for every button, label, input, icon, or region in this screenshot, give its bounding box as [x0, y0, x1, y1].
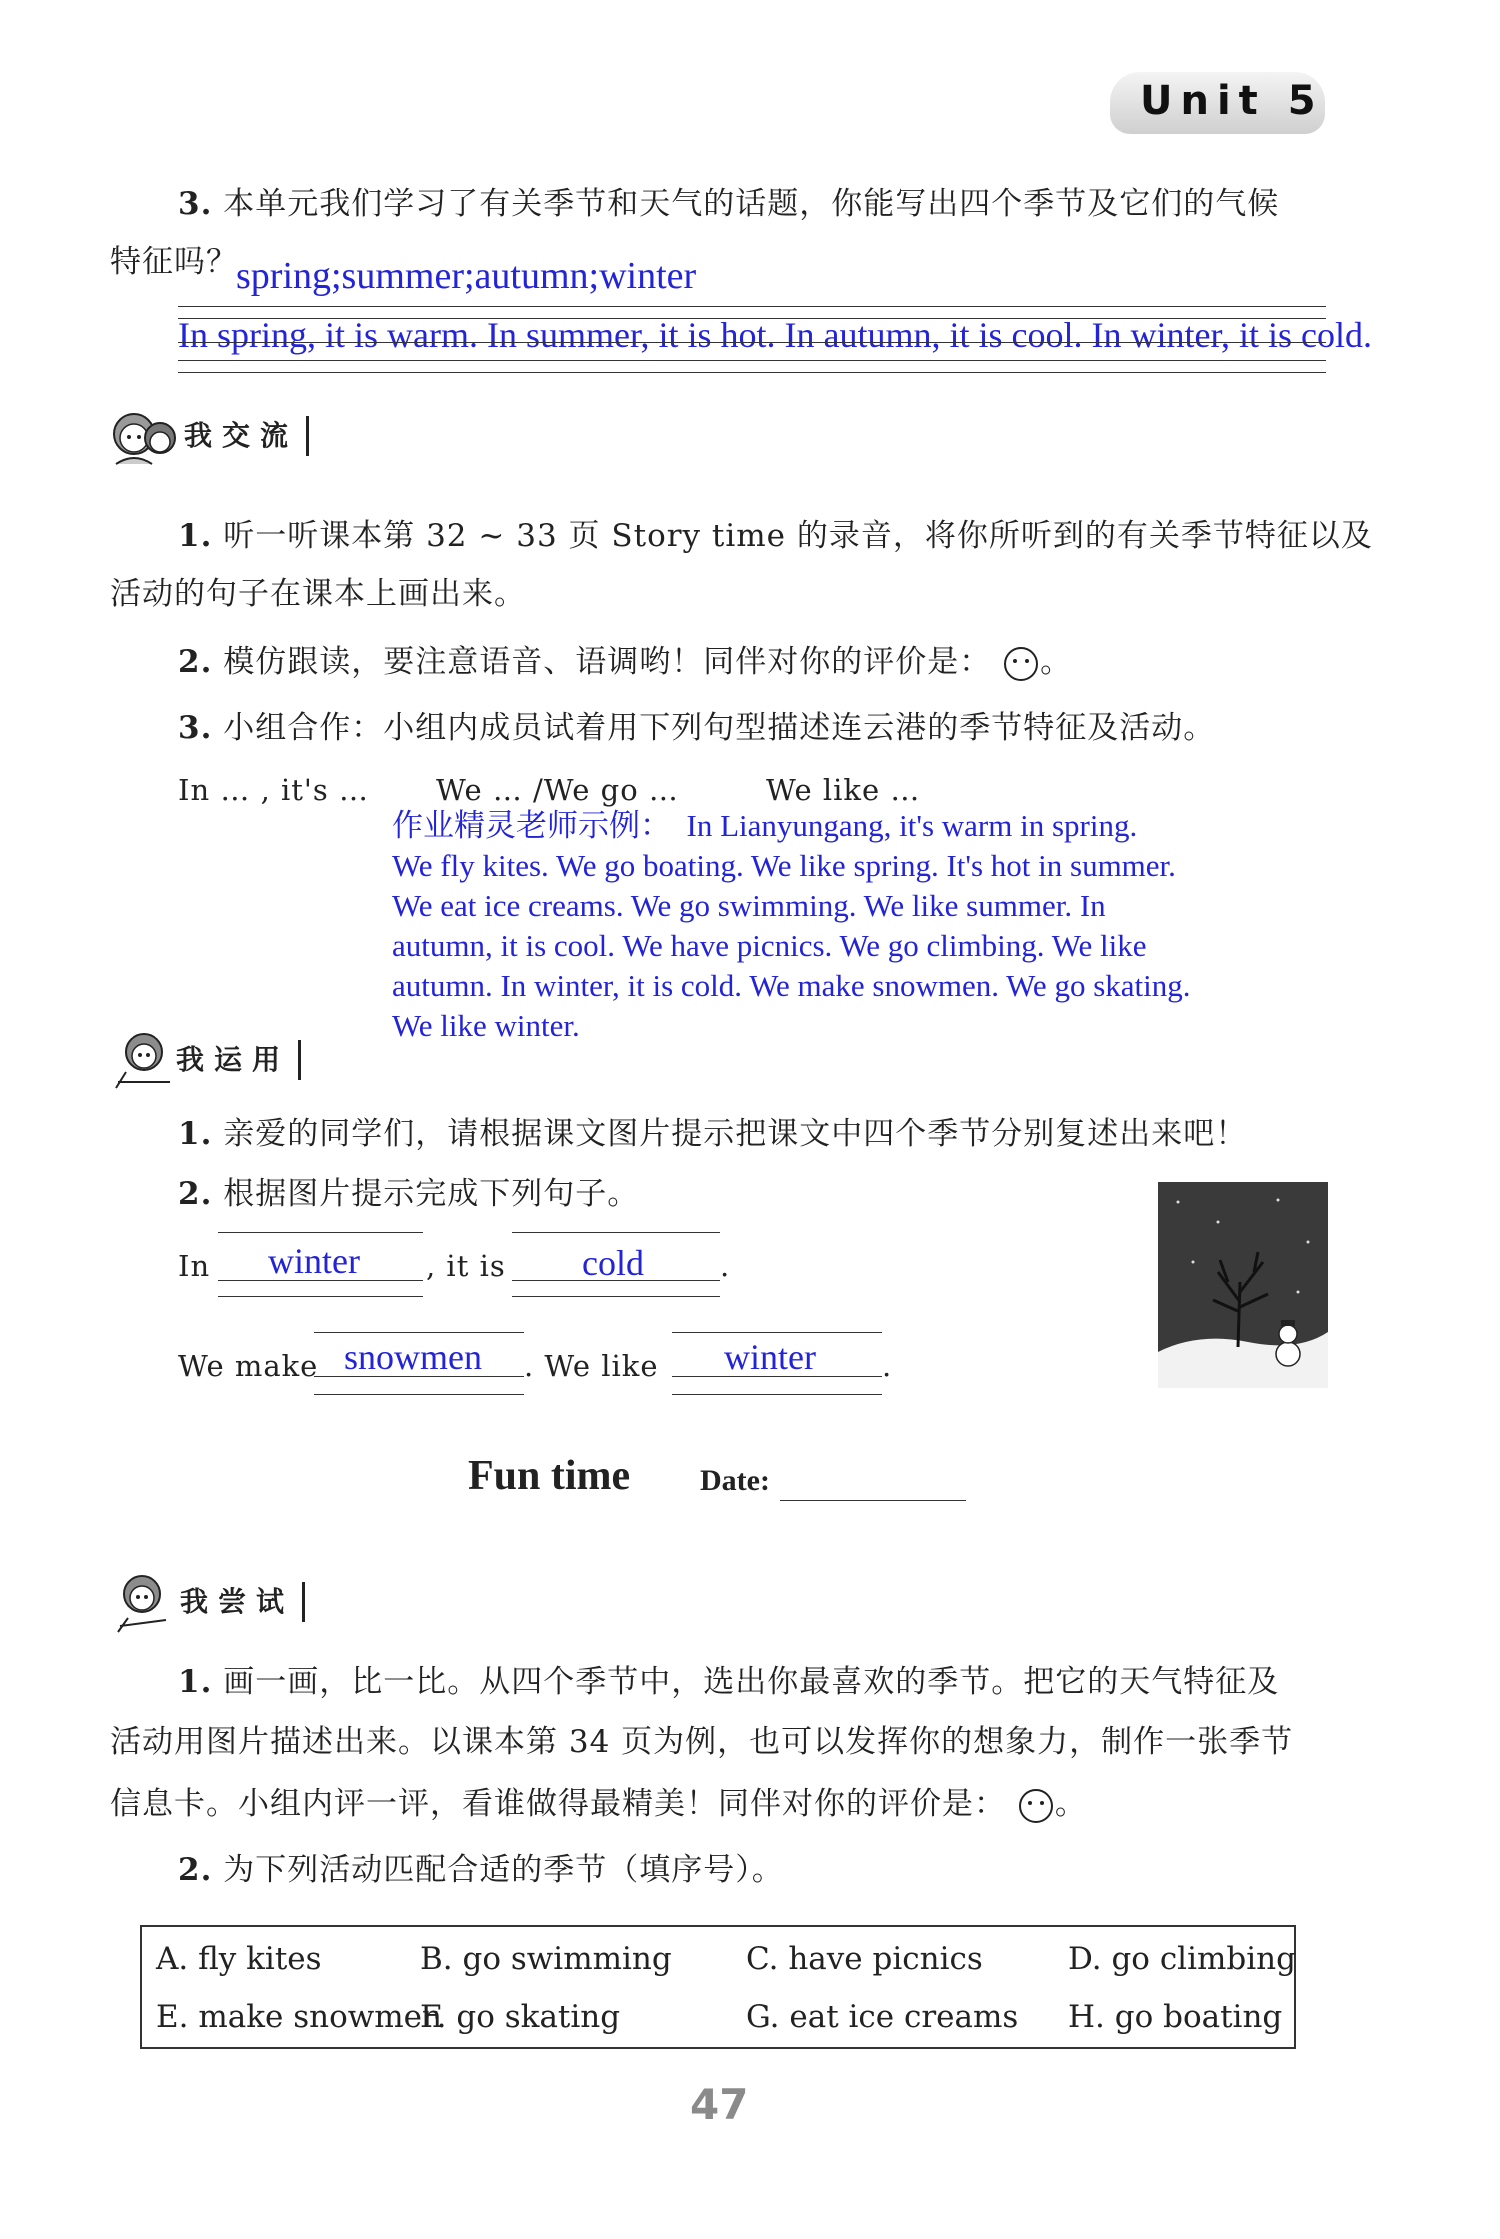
answer-seasons: spring;summer;autumn;winter: [236, 255, 697, 297]
date-line[interactable]: [780, 1500, 966, 1501]
blank-line: [512, 1296, 720, 1297]
answer-line: [178, 360, 1326, 361]
section-label: 我交流: [184, 416, 309, 456]
option-f: F. go skating: [420, 1999, 621, 2035]
blank-answer-snowmen: snowmen: [344, 1337, 482, 1377]
unit-title: Unit 5: [1140, 78, 1324, 124]
example-line-2: We fly kites. We go boating. We like spring. It's hot in summer.: [392, 848, 1176, 883]
section-header-use: [108, 1026, 348, 1086]
sentence-2-make: We make: [178, 1349, 319, 1383]
blank-answer-cold: cold: [582, 1243, 644, 1283]
section-label: 我尝试: [180, 1582, 305, 1622]
question-number: 2.: [178, 1852, 213, 1888]
try-q1-line2: 活动用图片描述出来。以课本第 34 页为例，也可以发挥你的想象力，制作一张季节: [110, 1724, 1294, 1760]
question-text: 信息卡。小组内评一评，看谁做得最精美！同伴对你的评价是：: [110, 1786, 1006, 1822]
exchange-q1-line2: 活动的句子在课本上画出来。: [110, 576, 526, 612]
option-g: G. eat ice creams: [746, 1999, 1019, 2035]
option-a: A. fly kites: [156, 1941, 322, 1977]
period: 。: [1040, 644, 1073, 680]
option-b: B. go swimming: [420, 1941, 672, 1977]
answer-strikethrough: [178, 342, 1326, 343]
sentence-1-end: .: [720, 1249, 731, 1283]
answer-line: [178, 306, 1326, 307]
option-e: E. make snowmen: [156, 1999, 442, 2035]
question-text: 模仿跟读，要注意语音、语调哟！同伴对你的评价是：: [223, 644, 992, 680]
activity-options-box: [140, 1925, 1296, 2049]
q3-top-line2: 特征吗？: [110, 244, 238, 280]
exchange-q3: [178, 706, 1215, 750]
blank-answer-winter: winter: [268, 1241, 360, 1281]
cartoon-kids-icon: [108, 404, 188, 474]
cartoon-girl-icon: [108, 1568, 180, 1638]
pattern-3: We like …: [766, 773, 921, 807]
question-number: 3.: [178, 186, 213, 222]
pattern-1: In … , it's …: [178, 773, 370, 807]
question-text: 听一听课本第 32 ~ 33 页 Story time 的录音，将你所听到的有关季节特征以及: [223, 518, 1373, 554]
page-number: 47: [690, 2080, 749, 2129]
try-q1-line1: [178, 1660, 1279, 1704]
blank-line: [512, 1280, 720, 1281]
question-text: 亲爱的同学们，请根据课文图片提示把课文中四个季节分别复述出来吧！: [223, 1116, 1248, 1152]
question-text: 为下列活动匹配合适的季节（填序号）。: [223, 1852, 784, 1888]
winter-scene-image: [1158, 1182, 1328, 1388]
example-line-4: autumn, it is cool. We have picnics. We go climbing. We like: [392, 928, 1147, 963]
sentence-1-mid: , it is: [426, 1249, 506, 1283]
question-number: 1.: [178, 1664, 213, 1700]
example-line-1: [392, 806, 1191, 846]
question-text: 本单元我们学习了有关季节和天气的话题，你能写出四个季节及它们的气候: [223, 186, 1280, 222]
use-q2: [178, 1172, 639, 1216]
question-text: 画一画，比一比。从四个季节中，选出你最喜欢的季节。把它的天气特征及: [223, 1664, 1280, 1700]
option-d: D. go climbing: [1068, 1941, 1296, 1977]
sentence-1-in: In: [178, 1249, 211, 1283]
smiley-face-icon: [1002, 645, 1040, 683]
exchange-q2: [178, 640, 1072, 684]
pattern-2: We … /We go …: [436, 773, 679, 807]
question-text: 小组合作：小组内成员试着用下列句型描述连云港的季节特征及活动。: [223, 710, 1216, 746]
blank-line: [314, 1394, 524, 1395]
date-label: Date:: [700, 1464, 770, 1497]
option-c: C. have picnics: [746, 1941, 983, 1977]
example-line-6: We like winter.: [392, 1008, 580, 1043]
section-header-try: [108, 1568, 348, 1628]
blank-line: [218, 1296, 423, 1297]
question-number: 2.: [178, 1176, 213, 1212]
blank-line: [672, 1394, 882, 1395]
try-q2: [178, 1848, 784, 1892]
try-q1-line3: [110, 1782, 1087, 1826]
question-number: 1.: [178, 518, 213, 554]
question-number: 2.: [178, 644, 213, 680]
exchange-q1-line1: [178, 514, 1373, 558]
answer-climate: In spring, it is warm. In summer, it is hot. In autumn, it is cool. In winter, it is cold.: [178, 315, 1372, 355]
use-q1: [178, 1112, 1247, 1156]
sentence-2-mid: . We like: [524, 1349, 659, 1383]
option-h: H. go boating: [1068, 1999, 1283, 2035]
blank-line: [672, 1332, 882, 1333]
blank-line: [512, 1232, 720, 1233]
example-line-5: autumn. In winter, it is cold. We make snowmen. We go skating.: [392, 968, 1191, 1003]
blank-line: [672, 1376, 882, 1377]
example-line-3: We eat ice creams. We go swimming. We like summer. In: [392, 888, 1106, 923]
cartoon-girl-icon: [108, 1026, 180, 1096]
example-text: In Lianyungang, it's warm in spring.: [686, 808, 1138, 843]
blank-line: [314, 1332, 524, 1333]
blank-line: [314, 1376, 524, 1377]
blank-line: [218, 1232, 423, 1233]
teacher-example: [392, 806, 1191, 1046]
q3-top-line1: [178, 182, 1279, 226]
period: 。: [1054, 1786, 1087, 1822]
question-number: 1.: [178, 1116, 213, 1152]
section-header-exchange: [108, 404, 348, 464]
fun-time-title: Fun time: [468, 1453, 631, 1499]
blank-answer-winter-2: winter: [724, 1337, 816, 1377]
sentence-2-end: .: [882, 1349, 893, 1383]
section-label: 我运用: [176, 1040, 301, 1080]
question-text: 根据图片提示完成下列句子。: [223, 1176, 640, 1212]
question-number: 3.: [178, 710, 213, 746]
blank-line: [218, 1280, 423, 1281]
example-label: 作业精灵老师示例：: [392, 808, 671, 843]
smiley-face-icon: [1017, 1787, 1055, 1825]
answer-line: [178, 372, 1326, 373]
